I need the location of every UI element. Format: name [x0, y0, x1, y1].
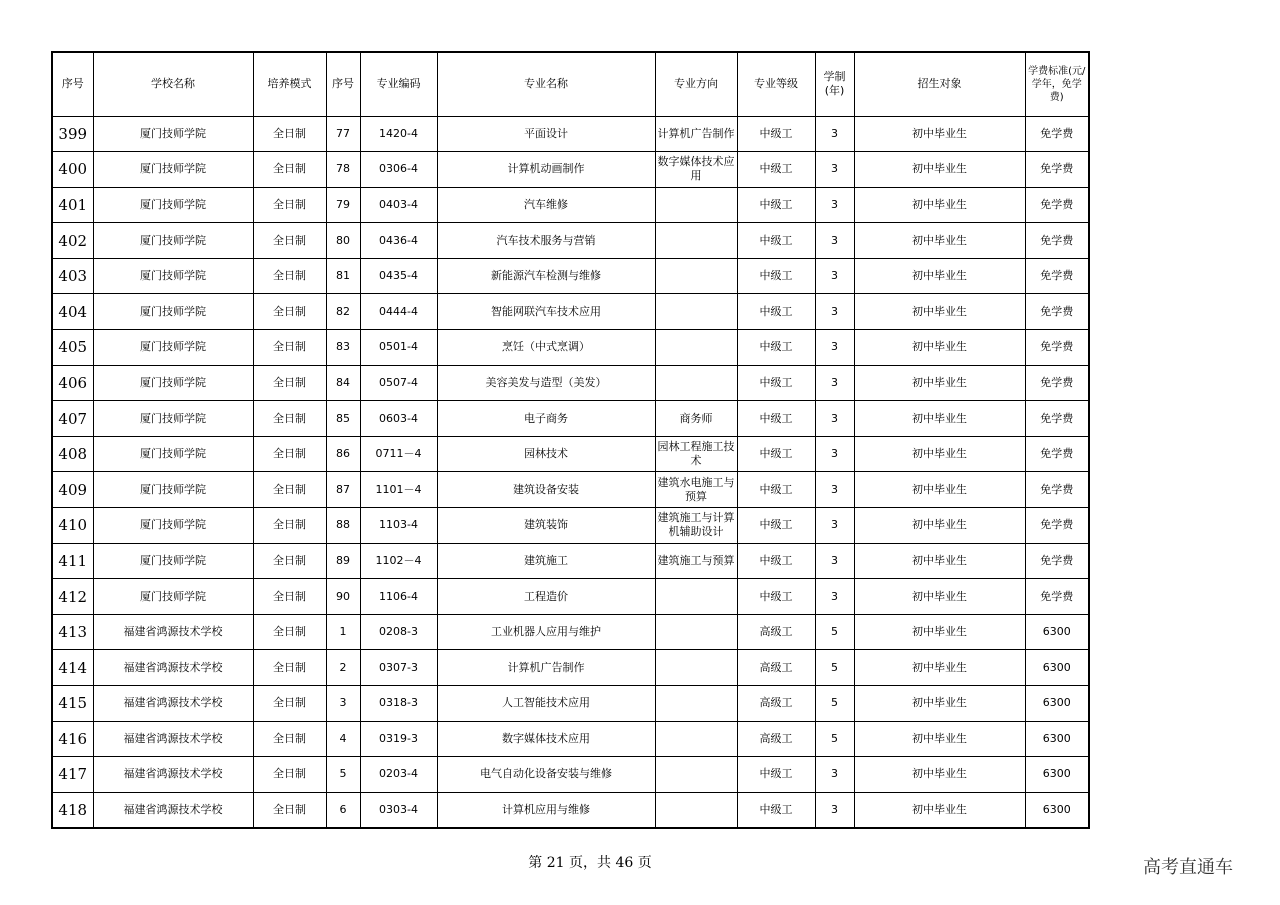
cell-duration: 3 [815, 401, 854, 437]
cell-direction [655, 614, 737, 650]
page-footer: 第 21 页，共 46 页 [528, 855, 652, 871]
cell-direction: 数字媒体技术应用 [655, 152, 737, 188]
cell-code: 1420-4 [360, 116, 437, 152]
cell-index: 402 [52, 223, 93, 259]
table-row [52, 187, 1089, 223]
cell-target: 初中毕业生 [854, 721, 1025, 757]
cell-index: 418 [52, 792, 93, 828]
cell-duration: 3 [815, 365, 854, 401]
cell-target: 初中毕业生 [854, 757, 1025, 793]
cell-index: 411 [52, 543, 93, 579]
cell-school: 厦门技师学院 [93, 330, 253, 366]
cell-major: 智能网联汽车技术应用 [437, 294, 655, 330]
cell-level: 中级工 [737, 116, 815, 152]
cell-direction: 园林工程施工技术 [655, 436, 737, 472]
cell-major: 计算机动画制作 [437, 152, 655, 188]
cell-mode: 全日制 [253, 152, 326, 188]
cell-code: 0507-4 [360, 365, 437, 401]
cell-target: 初中毕业生 [854, 792, 1025, 828]
cell-sub-index: 3 [326, 686, 360, 722]
cell-fee: 6300 [1025, 614, 1089, 650]
cell-level: 中级工 [737, 258, 815, 294]
cell-direction [655, 757, 737, 793]
cell-mode: 全日制 [253, 721, 326, 757]
cell-direction: 商务师 [655, 401, 737, 437]
cell-target: 初中毕业生 [854, 223, 1025, 259]
cell-direction [655, 330, 737, 366]
cell-mode: 全日制 [253, 792, 326, 828]
cell-duration: 3 [815, 116, 854, 152]
cell-direction: 建筑施工与计算机辅助设计 [655, 508, 737, 544]
cell-level: 中级工 [737, 187, 815, 223]
table-row [52, 152, 1089, 188]
cell-mode: 全日制 [253, 330, 326, 366]
cell-fee: 6300 [1025, 721, 1089, 757]
cell-mode: 全日制 [253, 436, 326, 472]
cell-fee: 免学费 [1025, 330, 1089, 366]
cell-target: 初中毕业生 [854, 187, 1025, 223]
cell-duration: 3 [815, 757, 854, 793]
cell-level: 中级工 [737, 294, 815, 330]
cell-fee: 免学费 [1025, 579, 1089, 615]
cell-level: 中级工 [737, 152, 815, 188]
cell-code: 0444-4 [360, 294, 437, 330]
cell-major: 建筑设备安装 [437, 472, 655, 508]
cell-level: 中级工 [737, 543, 815, 579]
header-cell-direction: 专业方向 [655, 52, 737, 116]
cell-index: 408 [52, 436, 93, 472]
cell-sub-index: 6 [326, 792, 360, 828]
cell-major: 工业机器人应用与维护 [437, 614, 655, 650]
cell-target: 初中毕业生 [854, 294, 1025, 330]
cell-fee: 免学费 [1025, 116, 1089, 152]
cell-fee: 免学费 [1025, 543, 1089, 579]
cell-duration: 3 [815, 152, 854, 188]
table-header [52, 52, 1089, 116]
cell-fee: 免学费 [1025, 472, 1089, 508]
cell-mode: 全日制 [253, 258, 326, 294]
cell-mode: 全日制 [253, 614, 326, 650]
cell-mode: 全日制 [253, 294, 326, 330]
cell-major: 汽车维修 [437, 187, 655, 223]
cell-major: 电气自动化设备安装与维修 [437, 757, 655, 793]
cell-sub-index: 5 [326, 757, 360, 793]
cell-direction [655, 579, 737, 615]
cell-direction [655, 294, 737, 330]
cell-mode: 全日制 [253, 543, 326, 579]
cell-duration: 3 [815, 187, 854, 223]
table-row [52, 258, 1089, 294]
cell-fee: 免学费 [1025, 508, 1089, 544]
cell-major: 工程造价 [437, 579, 655, 615]
cell-school: 福建省鸿源技术学校 [93, 721, 253, 757]
cell-mode: 全日制 [253, 757, 326, 793]
cell-index: 414 [52, 650, 93, 686]
cell-level: 中级工 [737, 436, 815, 472]
table-row [52, 543, 1089, 579]
cell-code: 0711－4 [360, 436, 437, 472]
header-cell-mode: 培养模式 [253, 52, 326, 116]
header-cell-school: 学校名称 [93, 52, 253, 116]
cell-sub-index: 77 [326, 116, 360, 152]
cell-fee: 6300 [1025, 792, 1089, 828]
watermark-text: 高考直通车 [1143, 857, 1233, 878]
cell-index: 399 [52, 116, 93, 152]
cell-mode: 全日制 [253, 508, 326, 544]
cell-mode: 全日制 [253, 579, 326, 615]
cell-sub-index: 89 [326, 543, 360, 579]
cell-sub-index: 90 [326, 579, 360, 615]
cell-code: 0436-4 [360, 223, 437, 259]
cell-direction [655, 258, 737, 294]
header-cell-code: 专业编码 [360, 52, 437, 116]
cell-fee: 6300 [1025, 686, 1089, 722]
table-row [52, 223, 1089, 259]
cell-school: 福建省鸿源技术学校 [93, 614, 253, 650]
cell-level: 中级工 [737, 792, 815, 828]
cell-code: 0603-4 [360, 401, 437, 437]
cell-index: 400 [52, 152, 93, 188]
cell-duration: 3 [815, 508, 854, 544]
header-row [52, 52, 1089, 116]
header-cell-major: 专业名称 [437, 52, 655, 116]
cell-sub-index: 2 [326, 650, 360, 686]
cell-target: 初中毕业生 [854, 508, 1025, 544]
cell-major: 美容美发与造型（美发） [437, 365, 655, 401]
cell-duration: 3 [815, 258, 854, 294]
cell-major: 建筑装饰 [437, 508, 655, 544]
cell-code: 0306-4 [360, 152, 437, 188]
cell-duration: 3 [815, 792, 854, 828]
cell-major: 计算机应用与维修 [437, 792, 655, 828]
cell-level: 中级工 [737, 508, 815, 544]
cell-index: 416 [52, 721, 93, 757]
cell-index: 405 [52, 330, 93, 366]
cell-sub-index: 79 [326, 187, 360, 223]
cell-index: 413 [52, 614, 93, 650]
cell-duration: 5 [815, 721, 854, 757]
cell-index: 404 [52, 294, 93, 330]
cell-level: 中级工 [737, 757, 815, 793]
cell-code: 0319-3 [360, 721, 437, 757]
cell-level: 中级工 [737, 579, 815, 615]
cell-duration: 3 [815, 579, 854, 615]
cell-code: 1106-4 [360, 579, 437, 615]
cell-school: 厦门技师学院 [93, 472, 253, 508]
cell-target: 初中毕业生 [854, 152, 1025, 188]
cell-mode: 全日制 [253, 223, 326, 259]
cell-sub-index: 1 [326, 614, 360, 650]
cell-school: 厦门技师学院 [93, 436, 253, 472]
cell-code: 1103-4 [360, 508, 437, 544]
table-row [52, 686, 1089, 722]
cell-target: 初中毕业生 [854, 686, 1025, 722]
cell-major: 新能源汽车检测与维修 [437, 258, 655, 294]
cell-direction: 计算机广告制作 [655, 116, 737, 152]
cell-school: 福建省鸿源技术学校 [93, 650, 253, 686]
cell-mode: 全日制 [253, 365, 326, 401]
cell-target: 初中毕业生 [854, 543, 1025, 579]
cell-sub-index: 88 [326, 508, 360, 544]
table-body [52, 116, 1089, 828]
table-row [52, 650, 1089, 686]
cell-index: 410 [52, 508, 93, 544]
cell-level: 高级工 [737, 686, 815, 722]
cell-target: 初中毕业生 [854, 330, 1025, 366]
cell-duration: 5 [815, 650, 854, 686]
cell-index: 401 [52, 187, 93, 223]
cell-direction [655, 187, 737, 223]
cell-direction [655, 223, 737, 259]
cell-mode: 全日制 [253, 187, 326, 223]
cell-target: 初中毕业生 [854, 436, 1025, 472]
cell-target: 初中毕业生 [854, 472, 1025, 508]
table-row [52, 294, 1089, 330]
table-row [52, 579, 1089, 615]
table-row [52, 757, 1089, 793]
cell-school: 厦门技师学院 [93, 579, 253, 615]
cell-duration: 3 [815, 543, 854, 579]
cell-mode: 全日制 [253, 116, 326, 152]
cell-school: 厦门技师学院 [93, 543, 253, 579]
cell-code: 0208-3 [360, 614, 437, 650]
cell-school: 厦门技师学院 [93, 223, 253, 259]
cell-index: 407 [52, 401, 93, 437]
cell-mode: 全日制 [253, 686, 326, 722]
cell-sub-index: 86 [326, 436, 360, 472]
cell-school: 厦门技师学院 [93, 187, 253, 223]
header-cell-target: 招生对象 [854, 52, 1025, 116]
cell-level: 高级工 [737, 721, 815, 757]
table-row [52, 472, 1089, 508]
table-row [52, 614, 1089, 650]
cell-direction: 建筑施工与预算 [655, 543, 737, 579]
cell-fee: 免学费 [1025, 401, 1089, 437]
cell-major: 人工智能技术应用 [437, 686, 655, 722]
cell-code: 0435-4 [360, 258, 437, 294]
cell-major: 电子商务 [437, 401, 655, 437]
cell-sub-index: 87 [326, 472, 360, 508]
cell-fee: 免学费 [1025, 187, 1089, 223]
cell-index: 417 [52, 757, 93, 793]
cell-major: 计算机广告制作 [437, 650, 655, 686]
cell-sub-index: 80 [326, 223, 360, 259]
table-row [52, 436, 1089, 472]
cell-sub-index: 85 [326, 401, 360, 437]
cell-school: 福建省鸿源技术学校 [93, 792, 253, 828]
cell-fee: 免学费 [1025, 258, 1089, 294]
cell-fee: 免学费 [1025, 294, 1089, 330]
cell-mode: 全日制 [253, 472, 326, 508]
cell-code: 0501-4 [360, 330, 437, 366]
cell-duration: 3 [815, 223, 854, 259]
table-row [52, 401, 1089, 437]
table-row [52, 721, 1089, 757]
cell-mode: 全日制 [253, 401, 326, 437]
cell-direction [655, 650, 737, 686]
cell-level: 高级工 [737, 614, 815, 650]
cell-major: 园林技术 [437, 436, 655, 472]
header-cell-index: 序号 [52, 52, 93, 116]
cell-sub-index: 84 [326, 365, 360, 401]
cell-index: 412 [52, 579, 93, 615]
cell-index: 403 [52, 258, 93, 294]
cell-level: 中级工 [737, 223, 815, 259]
cell-index: 415 [52, 686, 93, 722]
table-row [52, 365, 1089, 401]
table-row [52, 792, 1089, 828]
cell-target: 初中毕业生 [854, 614, 1025, 650]
header-cell-sub-index: 序号 [326, 52, 360, 116]
cell-duration: 3 [815, 436, 854, 472]
cell-fee: 免学费 [1025, 223, 1089, 259]
cell-school: 厦门技师学院 [93, 401, 253, 437]
cell-fee: 免学费 [1025, 436, 1089, 472]
cell-level: 中级工 [737, 401, 815, 437]
cell-sub-index: 78 [326, 152, 360, 188]
cell-major: 建筑施工 [437, 543, 655, 579]
cell-fee: 免学费 [1025, 152, 1089, 188]
cell-index: 406 [52, 365, 93, 401]
cell-code: 0318-3 [360, 686, 437, 722]
cell-level: 中级工 [737, 330, 815, 366]
cell-target: 初中毕业生 [854, 365, 1025, 401]
cell-target: 初中毕业生 [854, 579, 1025, 615]
cell-school: 厦门技师学院 [93, 508, 253, 544]
cell-target: 初中毕业生 [854, 401, 1025, 437]
cell-school: 福建省鸿源技术学校 [93, 686, 253, 722]
cell-school: 厦门技师学院 [93, 294, 253, 330]
cell-mode: 全日制 [253, 650, 326, 686]
cell-major: 烹饪（中式烹调） [437, 330, 655, 366]
cell-index: 409 [52, 472, 93, 508]
cell-target: 初中毕业生 [854, 650, 1025, 686]
cell-code: 0307-3 [360, 650, 437, 686]
cell-sub-index: 4 [326, 721, 360, 757]
cell-duration: 3 [815, 294, 854, 330]
cell-code: 0303-4 [360, 792, 437, 828]
enrollment-table [51, 51, 1090, 829]
cell-level: 中级工 [737, 365, 815, 401]
cell-major: 平面设计 [437, 116, 655, 152]
table-row [52, 330, 1089, 366]
cell-school: 厦门技师学院 [93, 258, 253, 294]
cell-school: 厦门技师学院 [93, 152, 253, 188]
table-row [52, 116, 1089, 152]
cell-fee: 免学费 [1025, 365, 1089, 401]
cell-level: 高级工 [737, 650, 815, 686]
header-cell-duration: 学制(年) [815, 52, 854, 116]
cell-target: 初中毕业生 [854, 116, 1025, 152]
cell-duration: 3 [815, 472, 854, 508]
cell-fee: 6300 [1025, 650, 1089, 686]
cell-code: 1102－4 [360, 543, 437, 579]
table-row [52, 508, 1089, 544]
cell-duration: 5 [815, 686, 854, 722]
cell-sub-index: 83 [326, 330, 360, 366]
cell-school: 福建省鸿源技术学校 [93, 757, 253, 793]
header-cell-fee: 学费标准(元/学年，免学费) [1025, 52, 1089, 116]
cell-duration: 3 [815, 330, 854, 366]
cell-direction [655, 792, 737, 828]
cell-major: 汽车技术服务与营销 [437, 223, 655, 259]
cell-duration: 5 [815, 614, 854, 650]
cell-fee: 6300 [1025, 757, 1089, 793]
cell-code: 1101－4 [360, 472, 437, 508]
cell-direction: 建筑水电施工与预算 [655, 472, 737, 508]
header-cell-level: 专业等级 [737, 52, 815, 116]
cell-level: 中级工 [737, 472, 815, 508]
cell-direction [655, 721, 737, 757]
cell-school: 厦门技师学院 [93, 365, 253, 401]
cell-sub-index: 82 [326, 294, 360, 330]
cell-target: 初中毕业生 [854, 258, 1025, 294]
cell-direction [655, 686, 737, 722]
cell-school: 厦门技师学院 [93, 116, 253, 152]
cell-sub-index: 81 [326, 258, 360, 294]
cell-direction [655, 365, 737, 401]
cell-major: 数字媒体技术应用 [437, 721, 655, 757]
cell-code: 0203-4 [360, 757, 437, 793]
cell-code: 0403-4 [360, 187, 437, 223]
